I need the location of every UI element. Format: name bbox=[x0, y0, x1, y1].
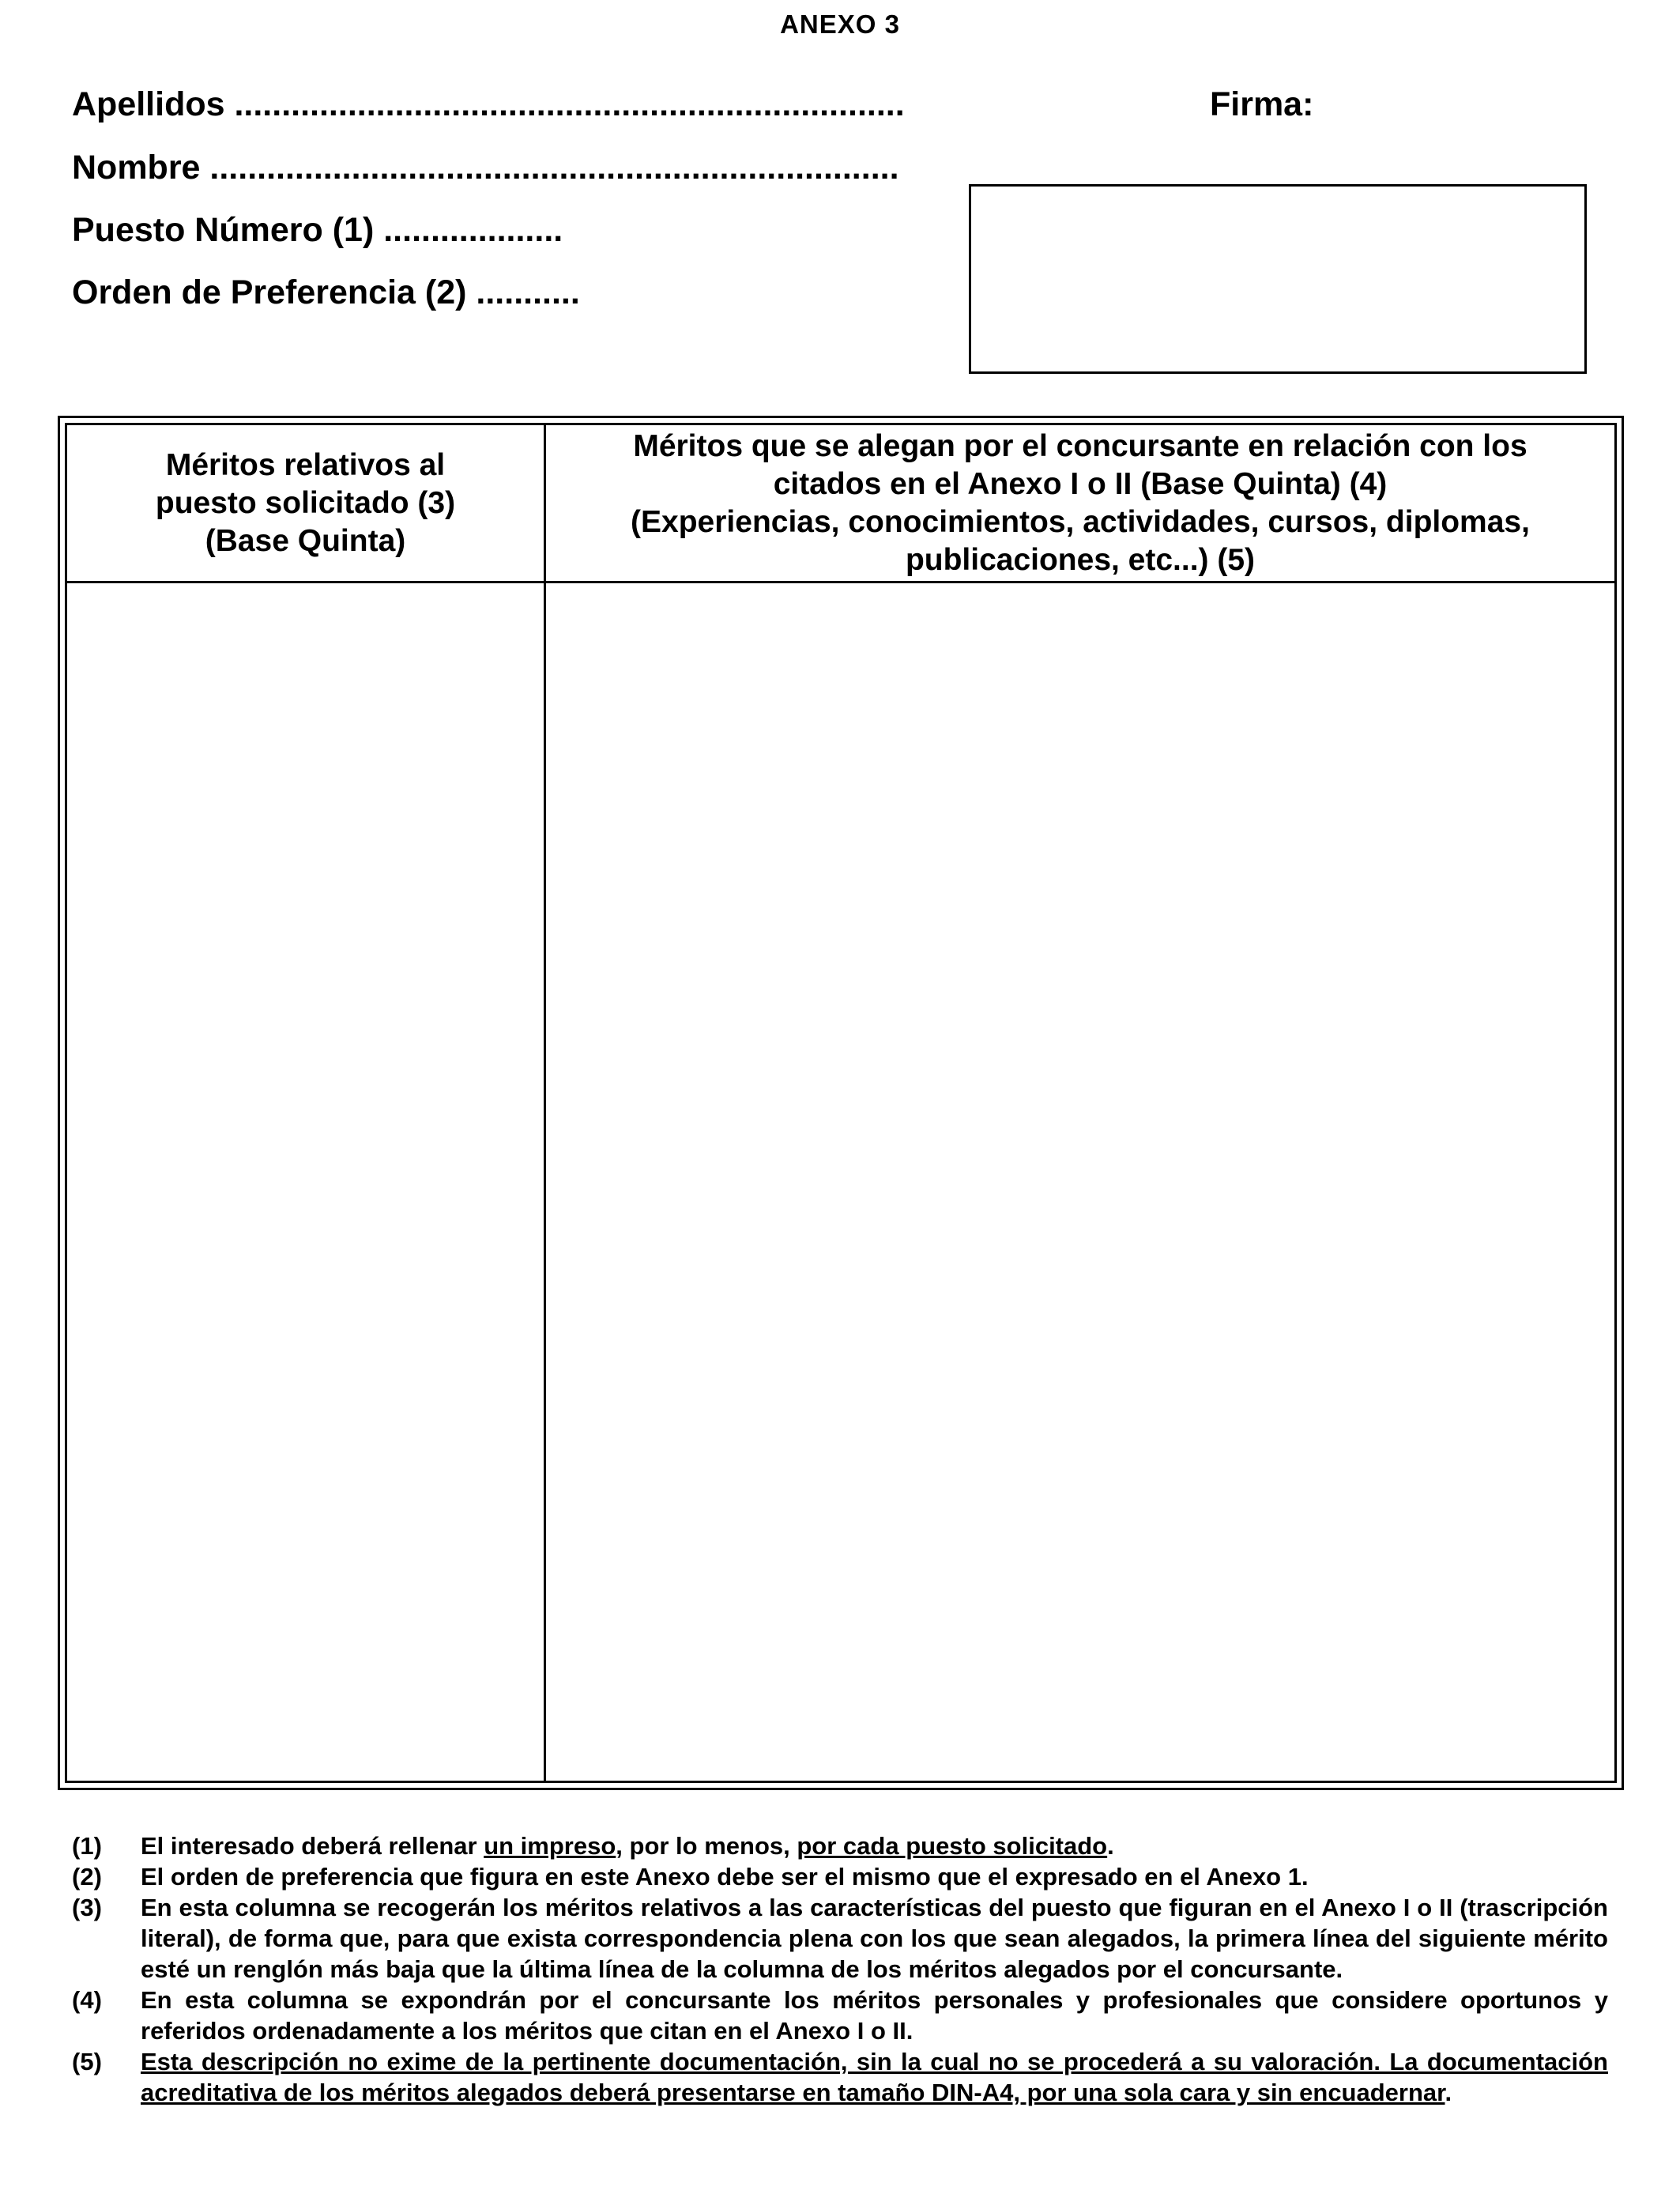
footnote-text-segment: , por lo menos, bbox=[616, 1832, 797, 1860]
footnote-number: (4) bbox=[72, 1986, 102, 2014]
col1-header-line: puesto solicitado (3) bbox=[155, 485, 456, 520]
col2-header-line: Méritos que se alegan por el concursante en relación con los bbox=[633, 428, 1527, 463]
footnote-text-segment: por cada puesto solicitado bbox=[797, 1832, 1108, 1860]
footnote-text-segment: En esta columna se expondrán por el concursante los méritos personales y profesionales que considere oportunos y referidos ordenadamente a los méritos que citan en el Anexo I o II. bbox=[141, 1986, 1608, 2045]
col1-header-line: (Base Quinta) bbox=[205, 523, 406, 558]
footnote bbox=[72, 2046, 1608, 2108]
footnote bbox=[72, 1830, 1608, 1861]
footnote-text-segment: . bbox=[1445, 2079, 1452, 2106]
col2-header-line: (Experiencias, conocimientos, actividades, cursos, diplomas, bbox=[631, 504, 1530, 539]
footnote-text bbox=[141, 2046, 1608, 2108]
footnote-number: (5) bbox=[72, 2048, 102, 2075]
footnote-text-segment: . bbox=[1107, 1832, 1114, 1860]
footnote-text-segment: El interesado deberá rellenar bbox=[141, 1832, 484, 1860]
footnote-text bbox=[141, 1861, 1608, 1892]
footnote-text-segment: un impreso bbox=[484, 1832, 616, 1860]
footnote-number: (3) bbox=[72, 1894, 102, 1921]
footnote bbox=[72, 1892, 1608, 1985]
meritos-alegados-cell[interactable] bbox=[546, 583, 1614, 1781]
footnote-text bbox=[141, 1830, 1608, 1861]
page-title: ANEXO 3 bbox=[780, 9, 900, 39]
footnote-text-segment: Esta descripción no exime de la pertinente documentación, sin la cual no se procederá a su valoración. La documentación acreditativa de los méritos alegados deberá presentarse en tamaño DIN-A4, por una sola cara y sin encuadernar bbox=[141, 2048, 1608, 2106]
footnote bbox=[72, 1861, 1608, 1892]
puesto-numero-field[interactable]: Puesto Número (1) ................... bbox=[72, 211, 563, 249]
col2-header-line: publicaciones, etc...) (5) bbox=[905, 542, 1256, 577]
footnote-text bbox=[141, 1892, 1608, 1985]
footnote bbox=[72, 1985, 1608, 2046]
footnote-text-segment: En esta columna se recogerán los méritos relativos a las características del puesto que figuran en el Anexo I o II (trascripción literal), de forma que, para que exista correspondencia plena con los que sean alegados, la primera línea del siguiente mérito esté un renglón más baja que la última línea de la columna de los méritos alegados por el concursante. bbox=[141, 1894, 1608, 1983]
footnotes bbox=[72, 1830, 1608, 2108]
footnote-text bbox=[141, 1985, 1608, 2046]
signature-box[interactable] bbox=[969, 184, 1587, 374]
merits-table-inner bbox=[65, 423, 1617, 1783]
merits-table bbox=[58, 416, 1624, 1790]
col2-header bbox=[546, 425, 1614, 581]
col1-header bbox=[67, 425, 544, 581]
col2-header-line: citados en el Anexo I o II (Base Quinta) (4) bbox=[773, 466, 1388, 501]
apellidos-field[interactable]: Apellidos ....................................................................... bbox=[72, 85, 905, 123]
meritos-relativos-cell[interactable] bbox=[67, 583, 544, 1781]
col1-header-line: Méritos relativos al bbox=[165, 447, 446, 482]
nombre-field[interactable]: Nombre ......................................................................... bbox=[72, 149, 899, 187]
footnote-text-segment: El orden de preferencia que figura en este Anexo debe ser el mismo que el expresado en el Anexo 1. bbox=[141, 1863, 1309, 1891]
firma-label: Firma: bbox=[1210, 85, 1314, 123]
footnote-number: (1) bbox=[72, 1832, 102, 1860]
footnote-number: (2) bbox=[72, 1863, 102, 1891]
orden-preferencia-field[interactable]: Orden de Preferencia (2) ........... bbox=[72, 273, 580, 311]
